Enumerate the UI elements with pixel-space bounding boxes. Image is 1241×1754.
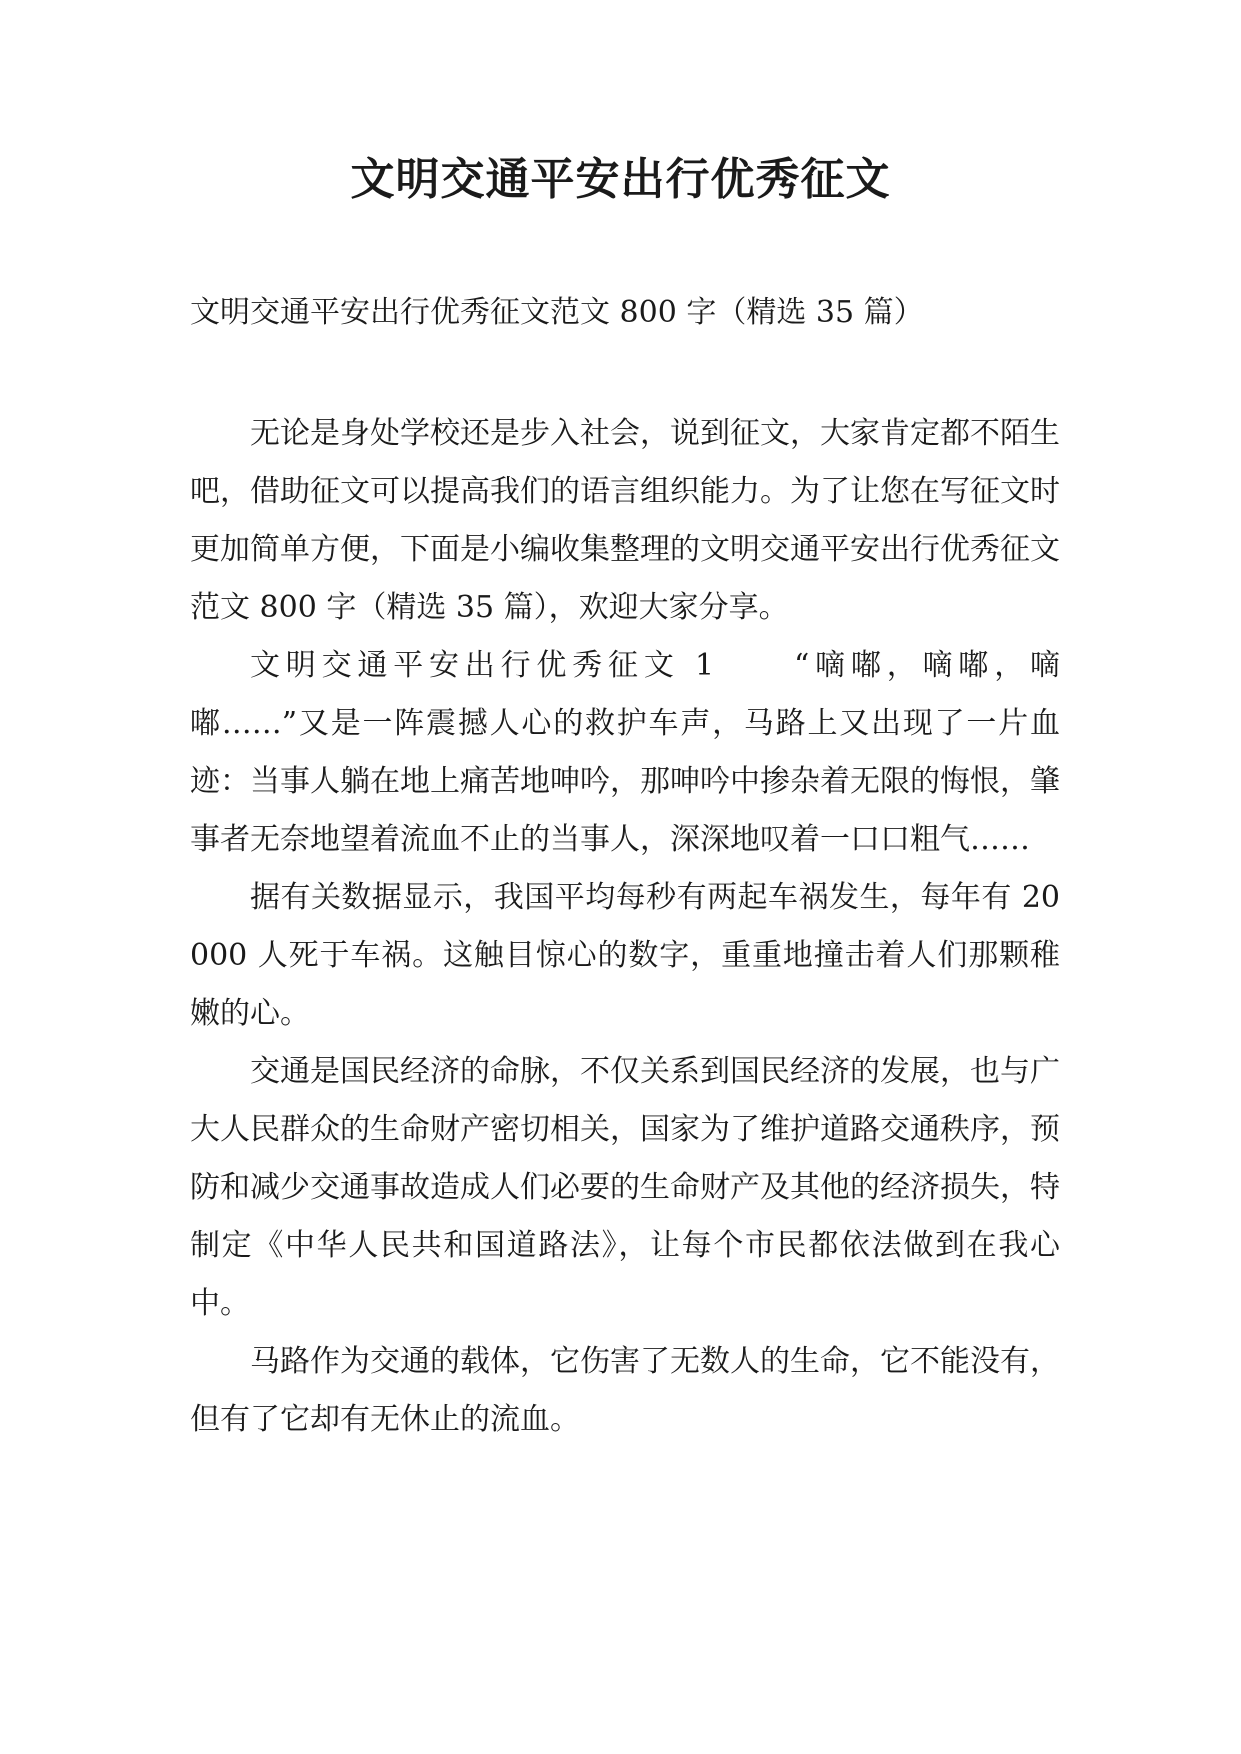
traffic-law-paragraph: 交通是国民经济的命脉，不仅关系到国民经济的发展，也与广大人民群众的生命财产密切相关，国家为了维护道路交通秩序，预防和减少交通事故造成人们必要的生命财产及其他的经济损失，特制定《中华人民共和国道路法》，让每个市民都依法做到在我心中。 [190, 1054, 1060, 1321]
document-title: 文明交通平安出行优秀征文 [350, 154, 891, 205]
document-body [190, 405, 1060, 1449]
essay-1-heading: 文明交通平安出行优秀征文 1 [250, 648, 715, 683]
road-paragraph: 马路作为交通的载体，它伤害了无数人的生命，它不能没有，但有了它却有无休止的流血。 [190, 1344, 1060, 1437]
essay-1-opening-text: “嘀嘟，嘀嘟，嘀嘟……”又是一阵震撼人心的救护车声，马路上又出现了一片血迹：当事人躺在地上痛苦地呻吟，那呻吟中掺杂着无限的悔恨，肇事者无奈地望着流血不止的当事人，深深地叹着一口口粗气…… [190, 648, 1060, 857]
intro-paragraph: 无论是身处学校还是步入社会，说到征文，大家肯定都不陌生吧，借助征文可以提高我们的语言组织能力。为了让您在写征文时更加简单方便，下面是小编收集整理的文明交通平安出行优秀征文范文 800 字（精选 35 篇），欢迎大家分享。 [190, 416, 1060, 625]
essay-1-opening-paragraph [190, 637, 1060, 869]
statistics-paragraph: 据有关数据显示，我国平均每秒有两起车祸发生，每年有 20000 人死于车祸。这触目惊心的数字，重重地撞击着人们那颗稚嫩的心。 [190, 880, 1060, 1031]
document-subtitle: 文明交通平安出行优秀征文范文 800 字（精选 35 篇） [190, 295, 924, 330]
